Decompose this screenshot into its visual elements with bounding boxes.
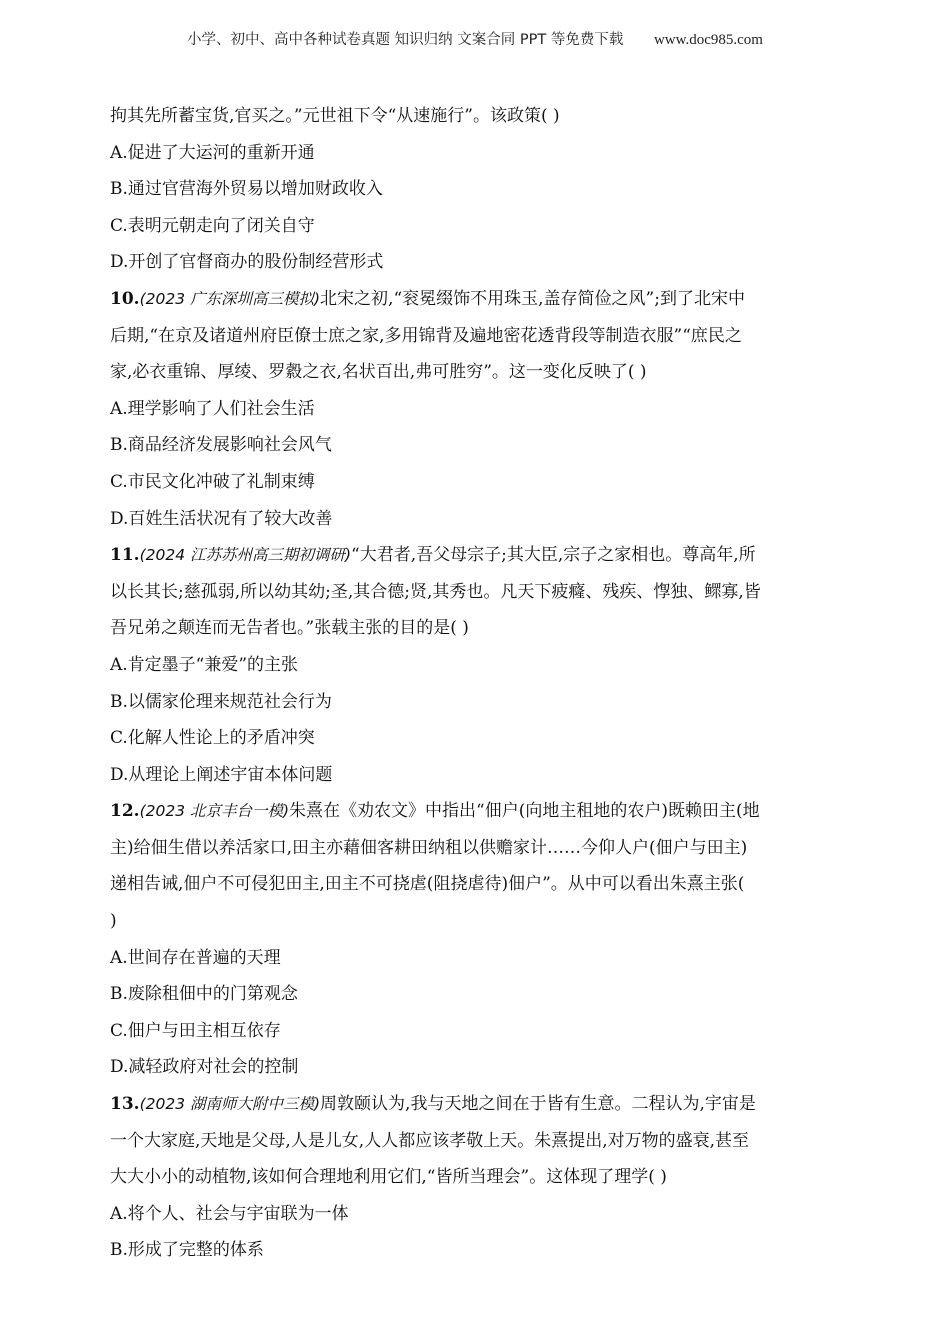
question-text (110, 793, 840, 830)
option-b: B.废除租佃中的门第观念 (110, 984, 298, 1005)
option-d: D.减轻政府对社会的控制 (110, 1057, 299, 1078)
question-text-part: 朱熹在《劝农文》中指出“佃户(向地主租地的农户)既赖田主(地 (289, 801, 760, 822)
option-d: D.百姓生活状况有了较大改善 (110, 508, 333, 529)
option-b: B.商品经济发展影响社会风气 (110, 435, 332, 456)
question-text: 后期,“在京及诸道州府臣僚士庶之家,多用锦背及遍地密花透背段等制造衣服”“庶民之 (110, 325, 742, 346)
option-c: C.表明元朝走向了闭关自守 (110, 215, 315, 236)
question-number: 12. (110, 801, 140, 822)
question-11 (110, 537, 840, 793)
question-text: 主)给佃生借以养活家口,田主亦藉佃客耕田纳租以供赡家计……今仰人户(佃户与田主) (110, 837, 748, 858)
question-text: 大大小小的动植物,该如何合理地利用它们,“皆所当理会”。这体现了理学( ) (110, 1167, 667, 1188)
option-d: D.从理论上阐述宇宙本体问题 (110, 764, 333, 785)
question-text-part: 北宋之初,“衮冕缀饰不用珠玉,盖存简俭之风”;到了北宋中 (320, 288, 745, 309)
question-13 (110, 1086, 840, 1269)
question-text: 递相告诫,佃户不可侵犯田主,田主不可挠虐(阻挠虐待)佃户”。从中可以看出朱熹主张( (110, 874, 745, 895)
question-source: (2024 江苏苏州高三期初调研) (139, 546, 352, 565)
header-text: 小学、初中、高中各种试卷真题 知识归纳 文案合同 PPT 等免费下载 (187, 32, 624, 48)
question-9 (110, 98, 840, 281)
question-12 (110, 793, 840, 1086)
question-text-part: 周敦颐认为,我与天地之间在于皆有生意。二程认为,宇宙是 (320, 1094, 756, 1115)
question-text: 家,必衣重锦、厚绫、罗縠之衣,名状百出,弗可胜穷”。这一变化反映了( ) (110, 362, 647, 383)
option-c: C.市民文化冲破了礼制束缚 (110, 471, 315, 492)
question-number: 10. (110, 288, 140, 309)
question-source: (2023 北京丰台一模) (139, 802, 290, 821)
option-a: A.肯定墨子“兼爱”的主张 (110, 654, 299, 675)
question-number: 11. (110, 545, 140, 566)
question-text (110, 281, 840, 318)
header-url[interactable]: www.doc985.com (653, 32, 763, 48)
page-header (0, 28, 950, 49)
option-a: A.促进了大运河的重新开通 (110, 142, 315, 163)
option-c: C.化解人性论上的矛盾冲突 (110, 728, 315, 749)
question-text (110, 537, 840, 574)
option-b: B.以儒家伦理来规范社会行为 (110, 691, 332, 712)
question-text: 吾兄弟之颠连而无告者也。”张载主张的目的是( ) (110, 618, 469, 639)
question-text: ) (110, 911, 117, 932)
question-source: (2023 湖南师大附中三模) (139, 1095, 321, 1114)
page-content (110, 98, 840, 1269)
question-number: 13. (110, 1094, 140, 1115)
option-a: A.将个人、社会与宇宙联为一体 (110, 1203, 349, 1224)
question-10 (110, 281, 840, 537)
option-c: C.佃户与田主相互依存 (110, 1020, 281, 1041)
option-d: D.开创了官督商办的股份制经营形式 (110, 252, 384, 273)
question-text-part: “大君者,吾父母宗子;其大臣,宗子之家相也。尊高年,所 (351, 545, 756, 566)
option-a: A.理学影响了人们社会生活 (110, 398, 315, 419)
question-text: 一个大家庭,天地是父母,人是儿女,人人都应该孝敬上天。朱熹提出,对万物的盛衰,甚至 (110, 1130, 750, 1151)
question-text: 拘其先所蓄宝货,官买之。”元世祖下令“从速施行”。该政策( ) (110, 106, 560, 126)
question-text: 以长其长;慈孤弱,所以幼其幼;圣,其合德;贤,其秀也。凡天下疲癃、残疾、惸独、鳏寡,皆 (110, 581, 761, 602)
option-b: B.形成了完整的体系 (110, 1240, 264, 1261)
question-source: (2023 广东深圳高三模拟) (139, 289, 321, 308)
question-text (110, 1086, 840, 1123)
option-b: B.通过官营海外贸易以增加财政收入 (110, 179, 383, 200)
option-a: A.世间存在普遍的天理 (110, 947, 281, 968)
